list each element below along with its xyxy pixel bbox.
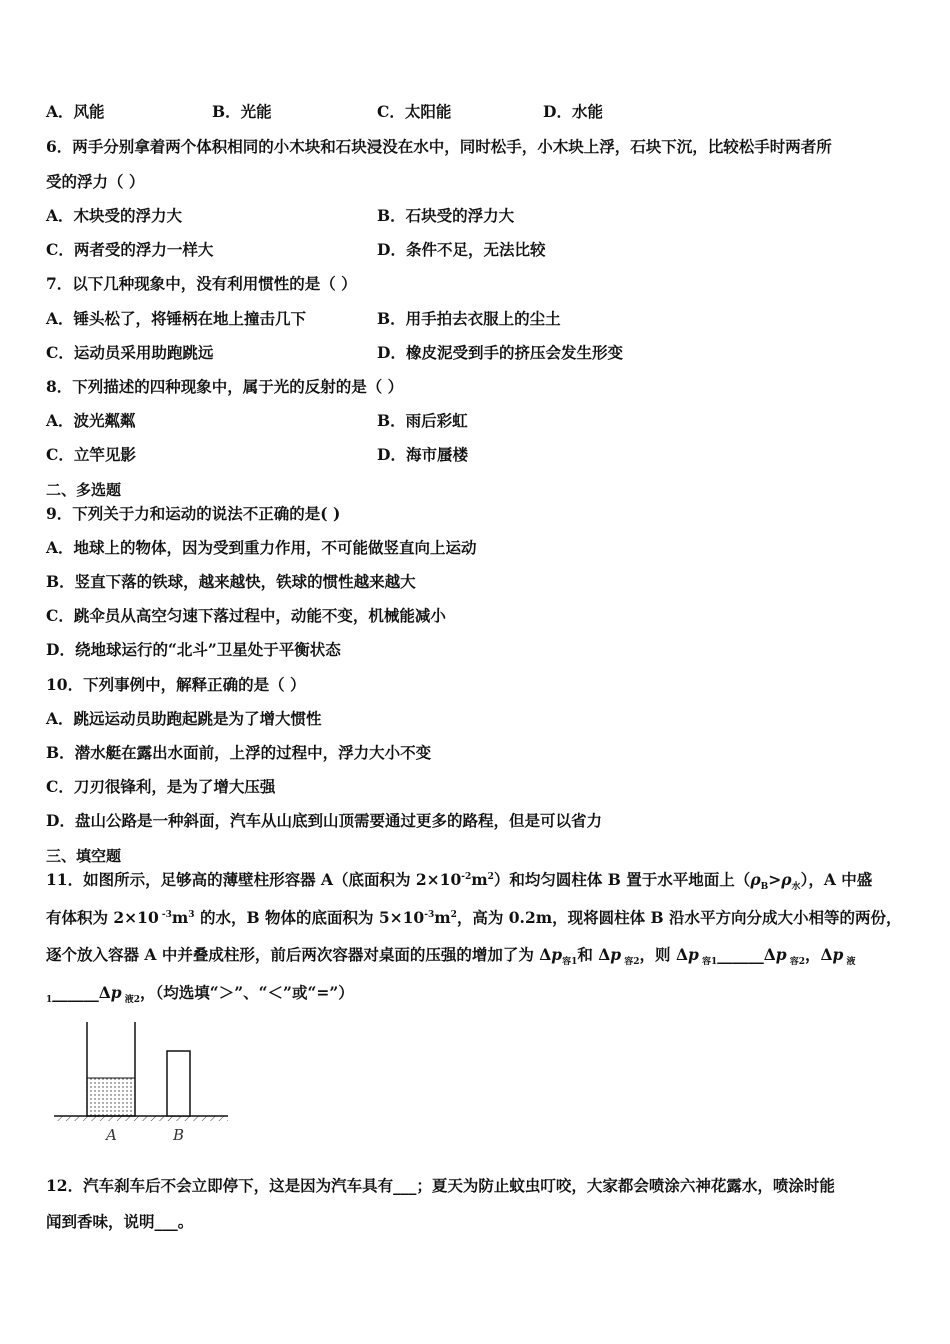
q11-text: Δ — [763, 945, 776, 964]
q11-pressure-symbol: p — [832, 945, 844, 964]
q11-subscript: 容1 — [698, 957, 718, 968]
q11-subscript: 容1 — [562, 957, 578, 968]
q11-text: ，则 Δ — [639, 945, 688, 964]
q6-option-c: C．两者受的浮力一样大 — [46, 240, 214, 259]
q11-subscript: 水 — [791, 882, 801, 893]
q8-option-b: B．雨后彩虹 — [377, 411, 468, 430]
q11-text: Δ — [98, 983, 111, 1002]
q8-option-c: C．立竿见影 — [46, 445, 136, 464]
cylinder-b — [167, 1051, 190, 1116]
q11-pressure-symbol: p — [551, 945, 563, 964]
q6-option-b: B．石块受的浮力大 — [377, 206, 515, 225]
q5-option-d: D．水能 — [543, 102, 603, 121]
q9-option-a: A．地球上的物体，因为受到重力作用，不可能做竖直向上运动 — [46, 538, 477, 557]
q7-option-d: D．橡皮泥受到手的挤压会发生形变 — [377, 343, 623, 362]
q11-exponent: -3 — [158, 909, 172, 920]
q11-text: ），A 中盛 — [800, 870, 873, 889]
label-b: B — [173, 1126, 185, 1144]
q6-option-a: A．木块受的浮力大 — [46, 206, 183, 225]
q7-option-c: C．运动员采用助跑跳远 — [46, 343, 214, 362]
q5-option-a: A．风能 — [46, 102, 105, 121]
q11-text: ，Δ — [805, 945, 833, 964]
q10-option-c: C．刀刃很锋利，是为了增大压强 — [46, 777, 276, 796]
q5-option-b: B．光能 — [212, 102, 272, 121]
q7-option-b: B．用手拍去衣服上的尘土 — [377, 309, 561, 328]
q11-exponent: 3 — [188, 909, 195, 920]
q12-line1: 12．汽车刹车后不会立即停下，这是因为汽车具有___；夏天为防止蚊虫叮咬，大家都会喷涂六神花露水，喷涂时能 — [46, 1176, 835, 1195]
q8-option-a: A．波光粼粼 — [46, 411, 136, 430]
q11-line3 — [46, 945, 856, 968]
q11-exponent: -2 — [461, 871, 472, 882]
q5-option-c: C．太阳能 — [377, 102, 452, 121]
q11-text: ，高为 0.2m，现将圆柱体 B 沿水平方向分成大小相等的两份， — [456, 908, 902, 927]
q9-option-d: D．绕地球运行的“北斗”卫星处于平衡状态 — [46, 640, 341, 659]
q6-stem-line2: 受的浮力（ ） — [46, 172, 145, 191]
q11-pressure-symbol: p — [687, 945, 699, 964]
q10-option-a: A．跳远运动员助跑起跳是为了增大惯性 — [46, 709, 322, 728]
q11-text: ，（均选填“＞”、“＜”或“=”） — [140, 983, 354, 1002]
q9-option-c: C．跳伞员从高空匀速下落过程中，动能不变，机械能减小 — [46, 606, 446, 625]
q9-stem: 9．下列关于力和运动的说法不正确的是( ) — [46, 504, 341, 523]
water-in-container-a — [87, 1078, 135, 1116]
q10-option-b: B．潜水艇在露出水面前，上浮的过程中，浮力大小不变 — [46, 743, 432, 762]
q11-line1 — [46, 870, 873, 893]
q11-subscript: 液2 — [121, 995, 141, 1006]
q7-option-a: A．锤头松了，将锤柄在地上撞击几下 — [46, 309, 307, 328]
q11-line4 — [46, 983, 354, 1006]
q9-option-b: B．竖直下落的铁球，越来越快，铁球的惯性越来越大 — [46, 572, 416, 591]
q11-subscript: 容2 — [786, 957, 806, 968]
q11-text: m — [471, 870, 488, 889]
q10-stem: 10．下列事例中，解释正确的是（ ） — [46, 675, 306, 694]
q11-subscript: B — [760, 882, 769, 893]
q11-rho-symbol: ρ — [781, 870, 792, 889]
label-a: A — [106, 1126, 117, 1144]
q11-blank-2[interactable]: ______ — [52, 983, 99, 1002]
q10-option-d: D．盘山公路是一种斜面，汽车从山底到山顶需要通过更多的路程，但是可以省力 — [46, 811, 602, 830]
q11-subscript: 液 — [843, 957, 856, 968]
q11-text: 逐个放入容器 A 中并叠成柱形，前后两次容器对桌面的压强的增加了为 Δ — [46, 945, 552, 964]
q11-text: ）和均匀圆柱体 B 置于水平地面上（ — [493, 870, 751, 889]
q8-stem: 8．下列描述的四种现象中，属于光的反射的是（ ） — [46, 377, 404, 396]
q11-exponent: 2 — [487, 871, 494, 882]
q6-stem-line1: 6．两手分别拿着两个体积相同的小木块和石块浸没在水中，同时松手，小木块上浮，石块下沉，比较松手时两者所 — [46, 137, 832, 156]
q11-line2 — [46, 908, 902, 928]
q12-line2: 闻到香味，说明___。 — [46, 1212, 194, 1231]
q11-exponent: -3 — [424, 909, 435, 920]
q11-text: m — [171, 908, 189, 927]
q11-subscript: 1 — [46, 995, 53, 1006]
q11-pressure-symbol: p — [610, 945, 622, 964]
q11-subscript: 容2 — [621, 957, 640, 968]
q11-text: 有体积为 2×10 — [46, 908, 159, 927]
q11-text: 11．如图所示，足够高的薄壁柱形容器 A（底面积为 2×10 — [46, 870, 462, 889]
q11-text: > — [768, 870, 782, 889]
q6-option-d: D．条件不足，无法比较 — [377, 240, 546, 259]
q11-blank-1[interactable]: ______ — [717, 945, 764, 964]
q11-text: m — [434, 908, 451, 927]
q11-pressure-symbol: p — [110, 983, 122, 1002]
q11-container-figure — [50, 1018, 230, 1148]
q11-exponent: 2 — [450, 909, 457, 920]
q7-stem: 7．以下几种现象中，没有利用惯性的是（ ） — [46, 274, 357, 293]
q11-pressure-symbol: p — [775, 945, 787, 964]
section-multiple-choice-heading: 二、多选题 — [46, 481, 122, 499]
q11-rho-symbol: ρ — [750, 870, 761, 889]
q11-text: 和 Δ — [577, 945, 611, 964]
q11-text: 的水，B 物体的底面积为 5×10 — [194, 908, 425, 927]
section-fill-blank-heading: 三、填空题 — [46, 847, 122, 865]
q8-option-d: D．海市蜃楼 — [377, 445, 468, 464]
